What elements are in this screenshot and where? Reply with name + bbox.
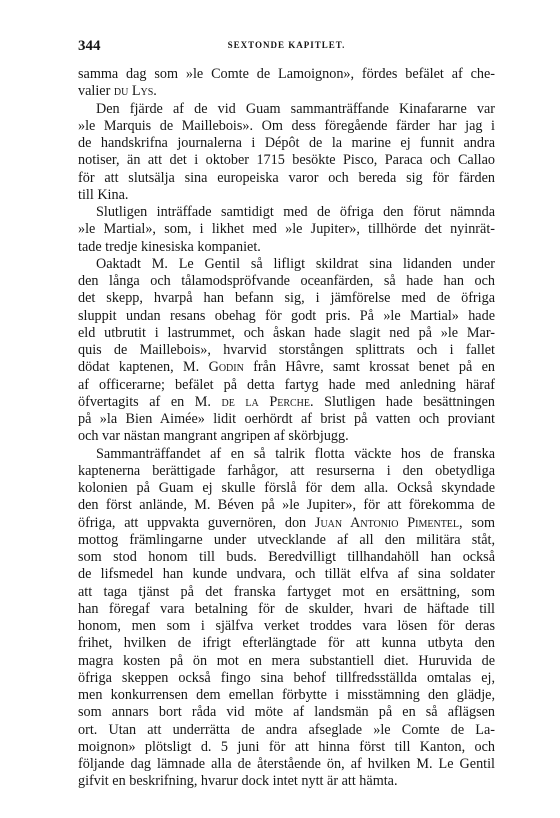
- text-line: den först anlände, M. Béven på »le Jupiter», för att förekomma de: [78, 497, 495, 514]
- text-line: och var nästan mangrant angripen af skörbjugg.: [78, 428, 349, 445]
- text-line: för att slutsälja sina europeiska varor och bereda sig för färden: [78, 169, 495, 186]
- text-line: honom, men som i själfva verket troddes vara lösen för deras: [78, 618, 495, 634]
- text-line: att taga tjänst på det franska fartyget mot en ersättning, som: [78, 583, 495, 600]
- text-line: de handskrifna journalerna i Dépôt de la marine ej funnit andra: [78, 135, 495, 151]
- text-line: kolonien på Guam ej skulle förslå för dem alla. Också skyndade: [78, 480, 495, 496]
- text-line: Slutligen inträffade samtidigt med de öfriga den förut nämnda: [96, 204, 495, 220]
- name-small-caps: Godin: [208, 359, 244, 376]
- text-line: Oaktadt M. Le Gentil så lifligt skildrat sina lidanden under: [96, 255, 495, 272]
- text-line: notiser, än att det i oktober 1715 besökte Pisco, Paraca och Callao: [78, 152, 495, 169]
- name-small-caps: de la Perche: [221, 393, 310, 410]
- text-line: Den fjärde af de vid Guam sammanträffande Kinafararne var: [96, 100, 495, 117]
- text-line: magra kosten på ön mot en mera substantiell diet. Huruvida de: [78, 652, 495, 669]
- text-line: af officerarne; befälet på detta fartyg hade med anledning häraf: [78, 376, 495, 393]
- text-line: dödat kaptenen, M. Godin från Hâvre, samt krossat benet på en: [78, 359, 496, 376]
- text-line: det skepp, hvarpå han befann sig, i jämförelse med de öfriga: [78, 290, 495, 307]
- page-header: [78, 38, 495, 54]
- text-line: »le Marquis de Maillebois». Om dess föregående färder har jag i: [78, 117, 495, 134]
- text-line: frihet, hvilken de ifrigt efterlängtade för att kunna utbyta den: [78, 635, 495, 652]
- text-line: Sammanträffandet af en så talrik flotta väckte hos de franska: [96, 445, 495, 462]
- text-line: ort. Utan att underrätta de andra afseglade »le Comte de La-: [78, 721, 495, 738]
- text-line: öfriga skeppen också fingo sina behof tillfredsställda omtalas ej,: [78, 669, 495, 686]
- text-line: eld utbrutit i lastrummet, och åskan hade slagit ned på »le Mar-: [78, 324, 495, 341]
- body-text: [78, 66, 495, 791]
- text-line: kaptenerna berättigade farhågor, att resurserna i den obetydliga: [78, 462, 495, 479]
- text-line: de lifsmedel han kunde undvara, och tillät elfva af sina soldater: [78, 566, 495, 583]
- text-line: öfriga, att uppvakta guvernören, don Juan Antonio Pimentel, som: [78, 514, 496, 531]
- name-small-caps: du Lys: [113, 83, 154, 100]
- text-line: men konkurrensen dem emellan förbytte i misstämning den glädje,: [78, 687, 495, 703]
- text-line: samma dag som »le Comte de Lamoignon», fördes befälet af che-: [78, 66, 495, 82]
- text-line: moignon» plötsligt d. 5 juni för att hinna först till Kanton, och: [78, 738, 495, 755]
- text-line: följande dag lämnade alla de återstående ön, af hvilken M. Le Gentil: [78, 756, 495, 772]
- text-line: tade tredje kinesiska kompaniet.: [78, 238, 261, 255]
- text-line: den långa och tålamodspröfvande oceanfärden, så hade han och: [78, 273, 495, 289]
- text-line: quis de Maillebois», hvarvid storstången splittrats och i fallet: [78, 342, 495, 358]
- running-head: SEXTONDE KAPITLET.: [227, 40, 346, 50]
- text-line: på »la Bien Aimée» lidit oerhördt af brist på vatten och proviant: [78, 411, 495, 427]
- text-line: som stod honom till buds. Beredvilligt tillhandahöll han också: [78, 549, 495, 565]
- page-number: 344: [78, 38, 101, 54]
- text-line: gifvit en beskrifning, hvarur dock intet nytt är att hämta.: [78, 773, 398, 790]
- text-line: som annars bort råda vid möte af landsmän på en så aflägsen: [78, 704, 495, 721]
- text-line: till Kina.: [78, 186, 129, 203]
- name-small-caps: Juan Antonio Pimentel: [314, 514, 460, 531]
- text-line: mottog främlingarne under utvecklande af all den militära ståt,: [78, 531, 495, 548]
- text-line: öfvertagits af en M. de la Perche. Slutligen hade besättningen: [78, 393, 495, 410]
- text-line: valier du Lys.: [78, 83, 157, 100]
- text-line: »le Martial», som, i likhet med »le Jupiter», tillhörde det nyinrät-: [78, 221, 495, 238]
- text-line: han föregaf vara betalning för de skulder, hvari de häftade till: [78, 600, 495, 617]
- text-line: sluppit undan resans obehag för godt pris. På »le Martial» hade: [78, 307, 495, 324]
